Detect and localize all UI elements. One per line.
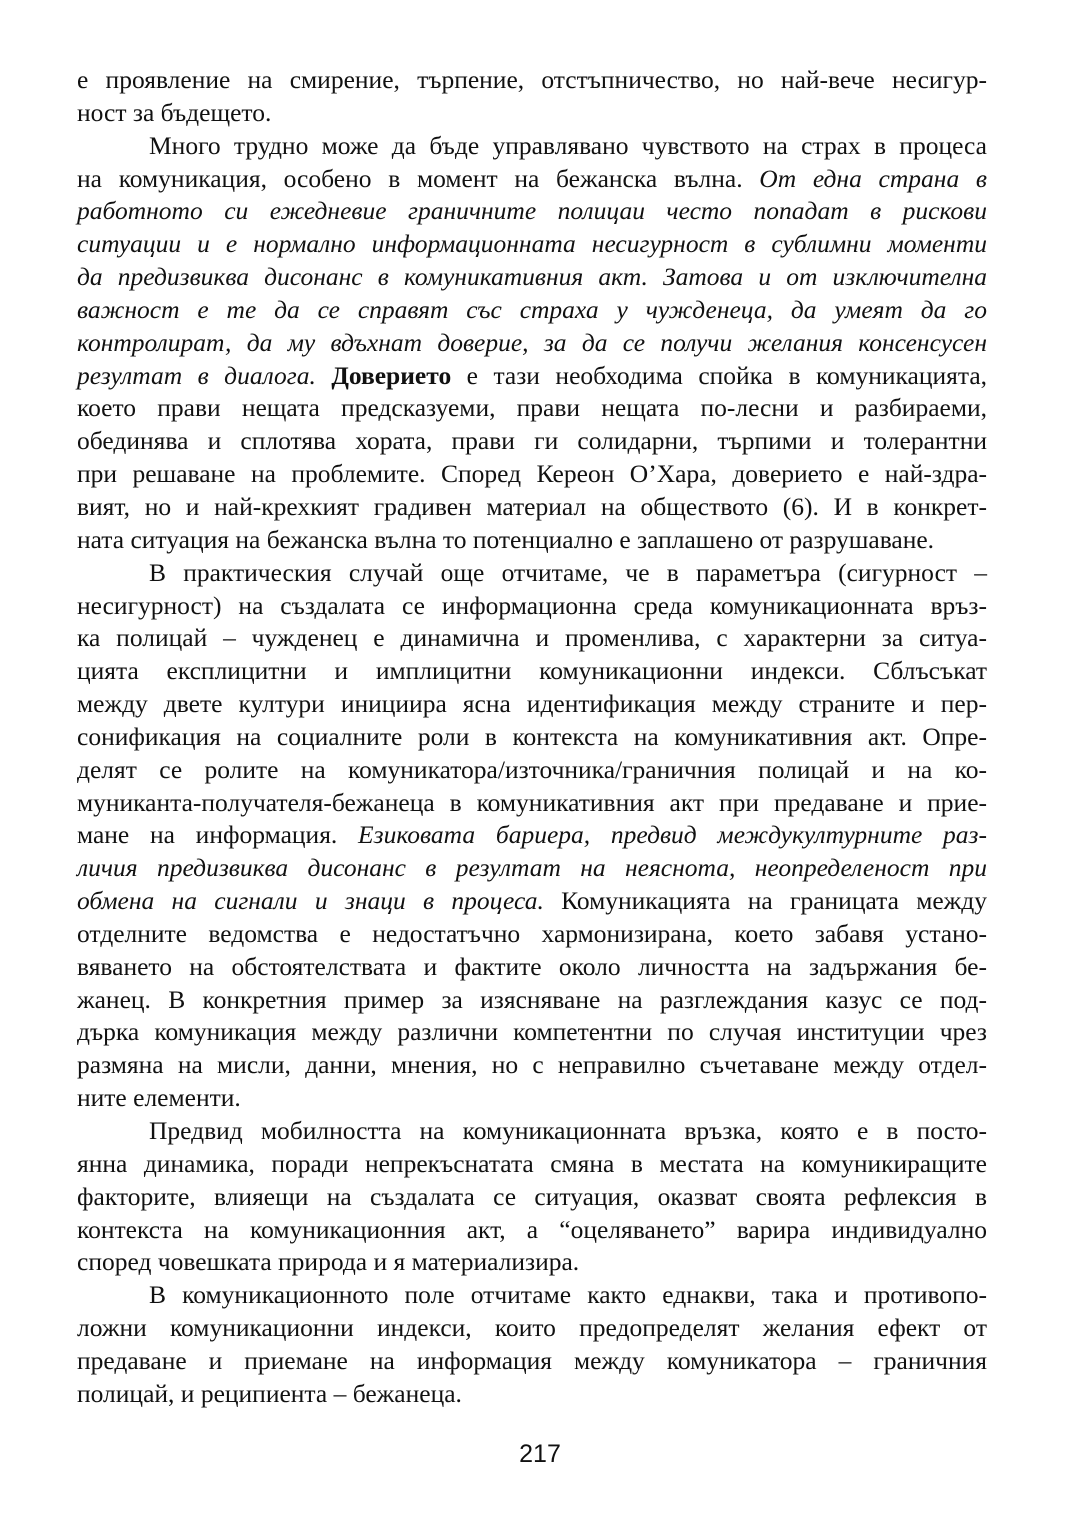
text-line — [77, 918, 987, 951]
text-run: е проявление на смирение, търпение, отстъпничество, но най-вече несигур- — [77, 65, 987, 94]
text-run: факторите, влияещи на създалата се ситуация, оказват своята рефлексия в — [77, 1181, 987, 1211]
text-line — [77, 392, 987, 425]
text-line — [77, 425, 987, 458]
text-line — [77, 1345, 987, 1378]
text-line — [77, 557, 987, 590]
text-line — [77, 1049, 987, 1082]
paragraph-2 — [77, 130, 987, 557]
text-run: сонификация на социалните роли в контекста на комуникативния акт. Опре- — [77, 721, 987, 751]
italic-run: От една страна в — [759, 163, 987, 193]
italic-run: ситуации и е нормално информационната несигурност в сублимни моменти — [77, 229, 987, 259]
text-line — [77, 1279, 987, 1312]
text-line — [77, 1115, 987, 1148]
text-line — [77, 1246, 987, 1279]
text-run: обединява и сплотява хората, прави ги солидарни, търпими и толерантни — [77, 426, 987, 456]
text-run — [316, 361, 331, 390]
text-run: янна динамика, поради непрекъснатата смяна в местата на комуникиращите — [77, 1148, 987, 1178]
text-line — [77, 327, 987, 360]
text-line — [77, 1312, 987, 1345]
text-run: мане на информация. — [77, 820, 359, 850]
text-line — [77, 1016, 987, 1049]
text-run: ната ситуация на бежанска вълна то потенциално е заплашено от разрушаване. — [77, 524, 935, 554]
text-run: В практическия случай още отчитаме, че в параметъра (сигурност – — [149, 557, 987, 587]
text-run: муниканта-получателя-бежанеца в комуникативния акт при предаване и прие- — [77, 787, 987, 817]
text-run: на комуникация, особено в момент на бежанска вълна. — [77, 163, 760, 193]
italic-run: работното си ежедневие граничните полицаи често попадат в рискови — [77, 196, 987, 226]
text-run: предаване и приемане на информация между комуникатора – граничния — [77, 1345, 987, 1375]
text-line — [77, 754, 987, 787]
text-line — [77, 195, 987, 228]
text-run: според човешката природа и я материализира. — [77, 1247, 580, 1277]
text-line — [77, 688, 987, 721]
text-line — [77, 97, 987, 130]
italic-run: личия предизвиква дисонанс в резултат на неяснота, неопределеност при — [77, 853, 987, 883]
text-line — [77, 261, 987, 294]
text-line — [77, 1181, 987, 1214]
text-line — [77, 64, 987, 97]
italic-run: да предизвиква дисонанс в комуникативния акт. Затова и от изключителна — [77, 262, 987, 292]
italic-run: резултат в диалога. — [77, 360, 316, 390]
text-line — [77, 1378, 987, 1411]
text-run: ните елементи. — [77, 1083, 241, 1113]
bold-run: Доверието — [331, 360, 452, 390]
text-run: несигурност) на създалата се информационна среда комуникационната връз- — [77, 590, 987, 620]
text-line — [77, 360, 987, 393]
text-run: вият, но и най-крехкият градивен материал на обществото (6). И в конкрет- — [77, 491, 987, 521]
text-line — [77, 491, 987, 524]
text-run: е тази необходима спойка в комуникацията, — [451, 360, 988, 390]
text-run: делят се ролите на комуникатора/източника/граничния полицай и на ко- — [77, 754, 987, 784]
italic-run: обмена на сигнали и знаци в процеса. — [77, 886, 544, 916]
text-run: отделните ведомства е недостатъчно хармонизирана, което забавя устано- — [77, 918, 987, 948]
italic-run: Езиковата бариера, предвид междукултурните раз- — [358, 820, 987, 850]
text-line — [77, 885, 987, 918]
text-run: при решаване на проблемите. Според Кереон О’Хара, доверието е най-здра- — [77, 459, 987, 489]
text-run: дърка комуникация между различни компетентни по случая институции чрез — [77, 1017, 987, 1047]
text-line — [77, 524, 987, 557]
italic-run: важност е те да се справят със страха у чужденеца, да умеят да го — [77, 294, 987, 324]
text-run: размяна на мисли, данни, мнения, но с неправилно съчетаване между отдел- — [77, 1050, 987, 1080]
text-line — [77, 852, 987, 885]
text-line — [77, 655, 987, 688]
page-number: 217 — [519, 1440, 561, 1468]
text-line — [77, 458, 987, 491]
text-line — [77, 1214, 987, 1247]
text-run: полицай, и реципиента – бежанеца. — [77, 1378, 462, 1408]
text-line — [77, 819, 987, 852]
text-line — [77, 622, 987, 655]
text-line — [77, 1148, 987, 1181]
text-run: което прави нещата предсказуеми, прави нещата по-лесни и разбираеми, — [77, 393, 987, 423]
text-run: В комуникационното поле отчитаме както еднакви, така и противопо- — [149, 1280, 987, 1310]
text-line — [77, 294, 987, 327]
text-run: между двете култури инициира ясна идентификация между страните и пер- — [77, 689, 987, 719]
text-run: ка полицай – чужденец е динамична и променлива, с характерни за ситуа- — [77, 623, 987, 653]
text-run: контекста на комуникационния акт, а “оцеляването” варира индивидуално — [77, 1214, 987, 1244]
italic-run: контролират, да му вдъхнат доверие, за да се получи желания консенсусен — [77, 327, 987, 357]
text-run: Комуникацията на границата между — [543, 886, 987, 916]
text-line — [77, 130, 987, 163]
text-run: Предвид мобилността на комуникационната връзка, която е в посто- — [149, 1116, 987, 1145]
text-run: жанец. В конкретния пример за изясняване на разглеждания казус се под- — [77, 984, 987, 1014]
text-line — [77, 1082, 987, 1115]
text-run: ност за бъдещето. — [77, 97, 272, 127]
text-line — [77, 787, 987, 820]
paragraph-1 — [77, 64, 987, 130]
text-line — [77, 951, 987, 984]
paragraph-4 — [77, 1115, 987, 1279]
text-line — [77, 228, 987, 261]
text-line — [77, 590, 987, 623]
body-text — [77, 64, 987, 1411]
paragraph-5 — [77, 1279, 987, 1410]
text-run: ложни комуникационни индекси, които предопределят желания ефект от — [77, 1313, 987, 1343]
text-run: цията експлицитни и имплицитни комуникационни индекси. Сблъсъкат — [77, 656, 987, 686]
text-run: Много трудно може да бъде управлявано чувството на страх в процеса — [149, 130, 987, 160]
text-run: вяването на обстоятелствата и фактите около личността на задържания бе- — [77, 951, 987, 981]
text-line — [77, 984, 987, 1017]
text-line — [77, 721, 987, 754]
paragraph-3 — [77, 557, 987, 1115]
text-line — [77, 163, 987, 196]
